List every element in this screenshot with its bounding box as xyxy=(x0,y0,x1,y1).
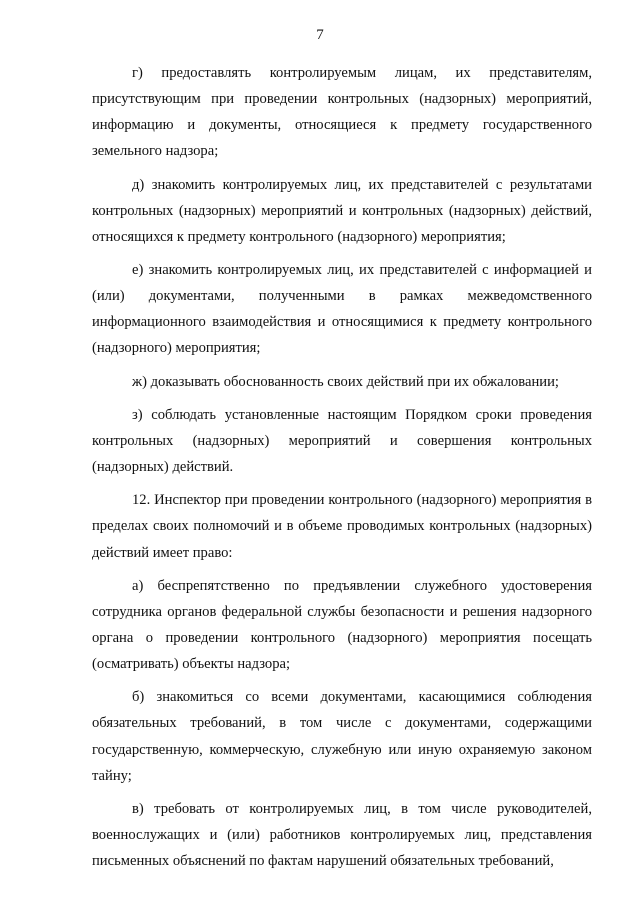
page-number: 7 xyxy=(316,27,324,43)
paragraph-v: в) требовать от контролируемых лиц, в том числе руководителей, военнослужащих и (или) работников контролируемых лиц, представления письменных объяснений по фактам нарушений обязательных требований, xyxy=(92,800,592,870)
paragraph-b: б) знакомиться со всеми документами, касающимися соблюдения обязательных требований, в том числе с документами, содержащими государственную, коммерческую, служебную или иную охраняемую законом тайну; xyxy=(92,689,592,784)
document-body xyxy=(92,60,592,881)
paragraph-e: е) знакомить контролируемых лиц, их представителей с информацией и (или) документами, полученными в рамках межведомственного информационного взаимодействия и относящимися к предмету контрольного (надзорного) мероприятия; xyxy=(92,262,592,357)
paragraph-z: з) соблюдать установленные настоящим Порядком сроки проведения контрольных (надзорных) мероприятий и совершения контрольных (надзорных) действий. xyxy=(92,406,592,476)
paragraph-d: д) знакомить контролируемых лиц, их представителей с результатами контрольных (надзорных) мероприятий и контрольных (надзорных) действий, относящихся к предмету контрольного (надзорного) мероприятия; xyxy=(92,176,592,245)
paragraph-12: 12. Инспектор при проведении контрольного (надзорного) мероприятия в пределах своих полномочий и в объеме проводимых контрольных (надзорных) действий имеет право: xyxy=(92,492,592,561)
paragraph-a: а) беспрепятственно по предъявлении служебного удостоверения сотрудника органов федеральной службы безопасности и решения надзорного органа о проведении контрольного (надзорного) мероприятия посещать (осматривать) объекты надзора; xyxy=(92,577,592,673)
paragraph-zh: ж) доказывать обоснованность своих действий при их обжаловании; xyxy=(132,373,559,390)
paragraph-g: г) предоставлять контролируемым лицам, их представителям, присутствующим при проведении контрольных (надзорных) мероприятий, информацию и документы, относящиеся к предмету государственного земельного надзора; xyxy=(92,65,592,160)
